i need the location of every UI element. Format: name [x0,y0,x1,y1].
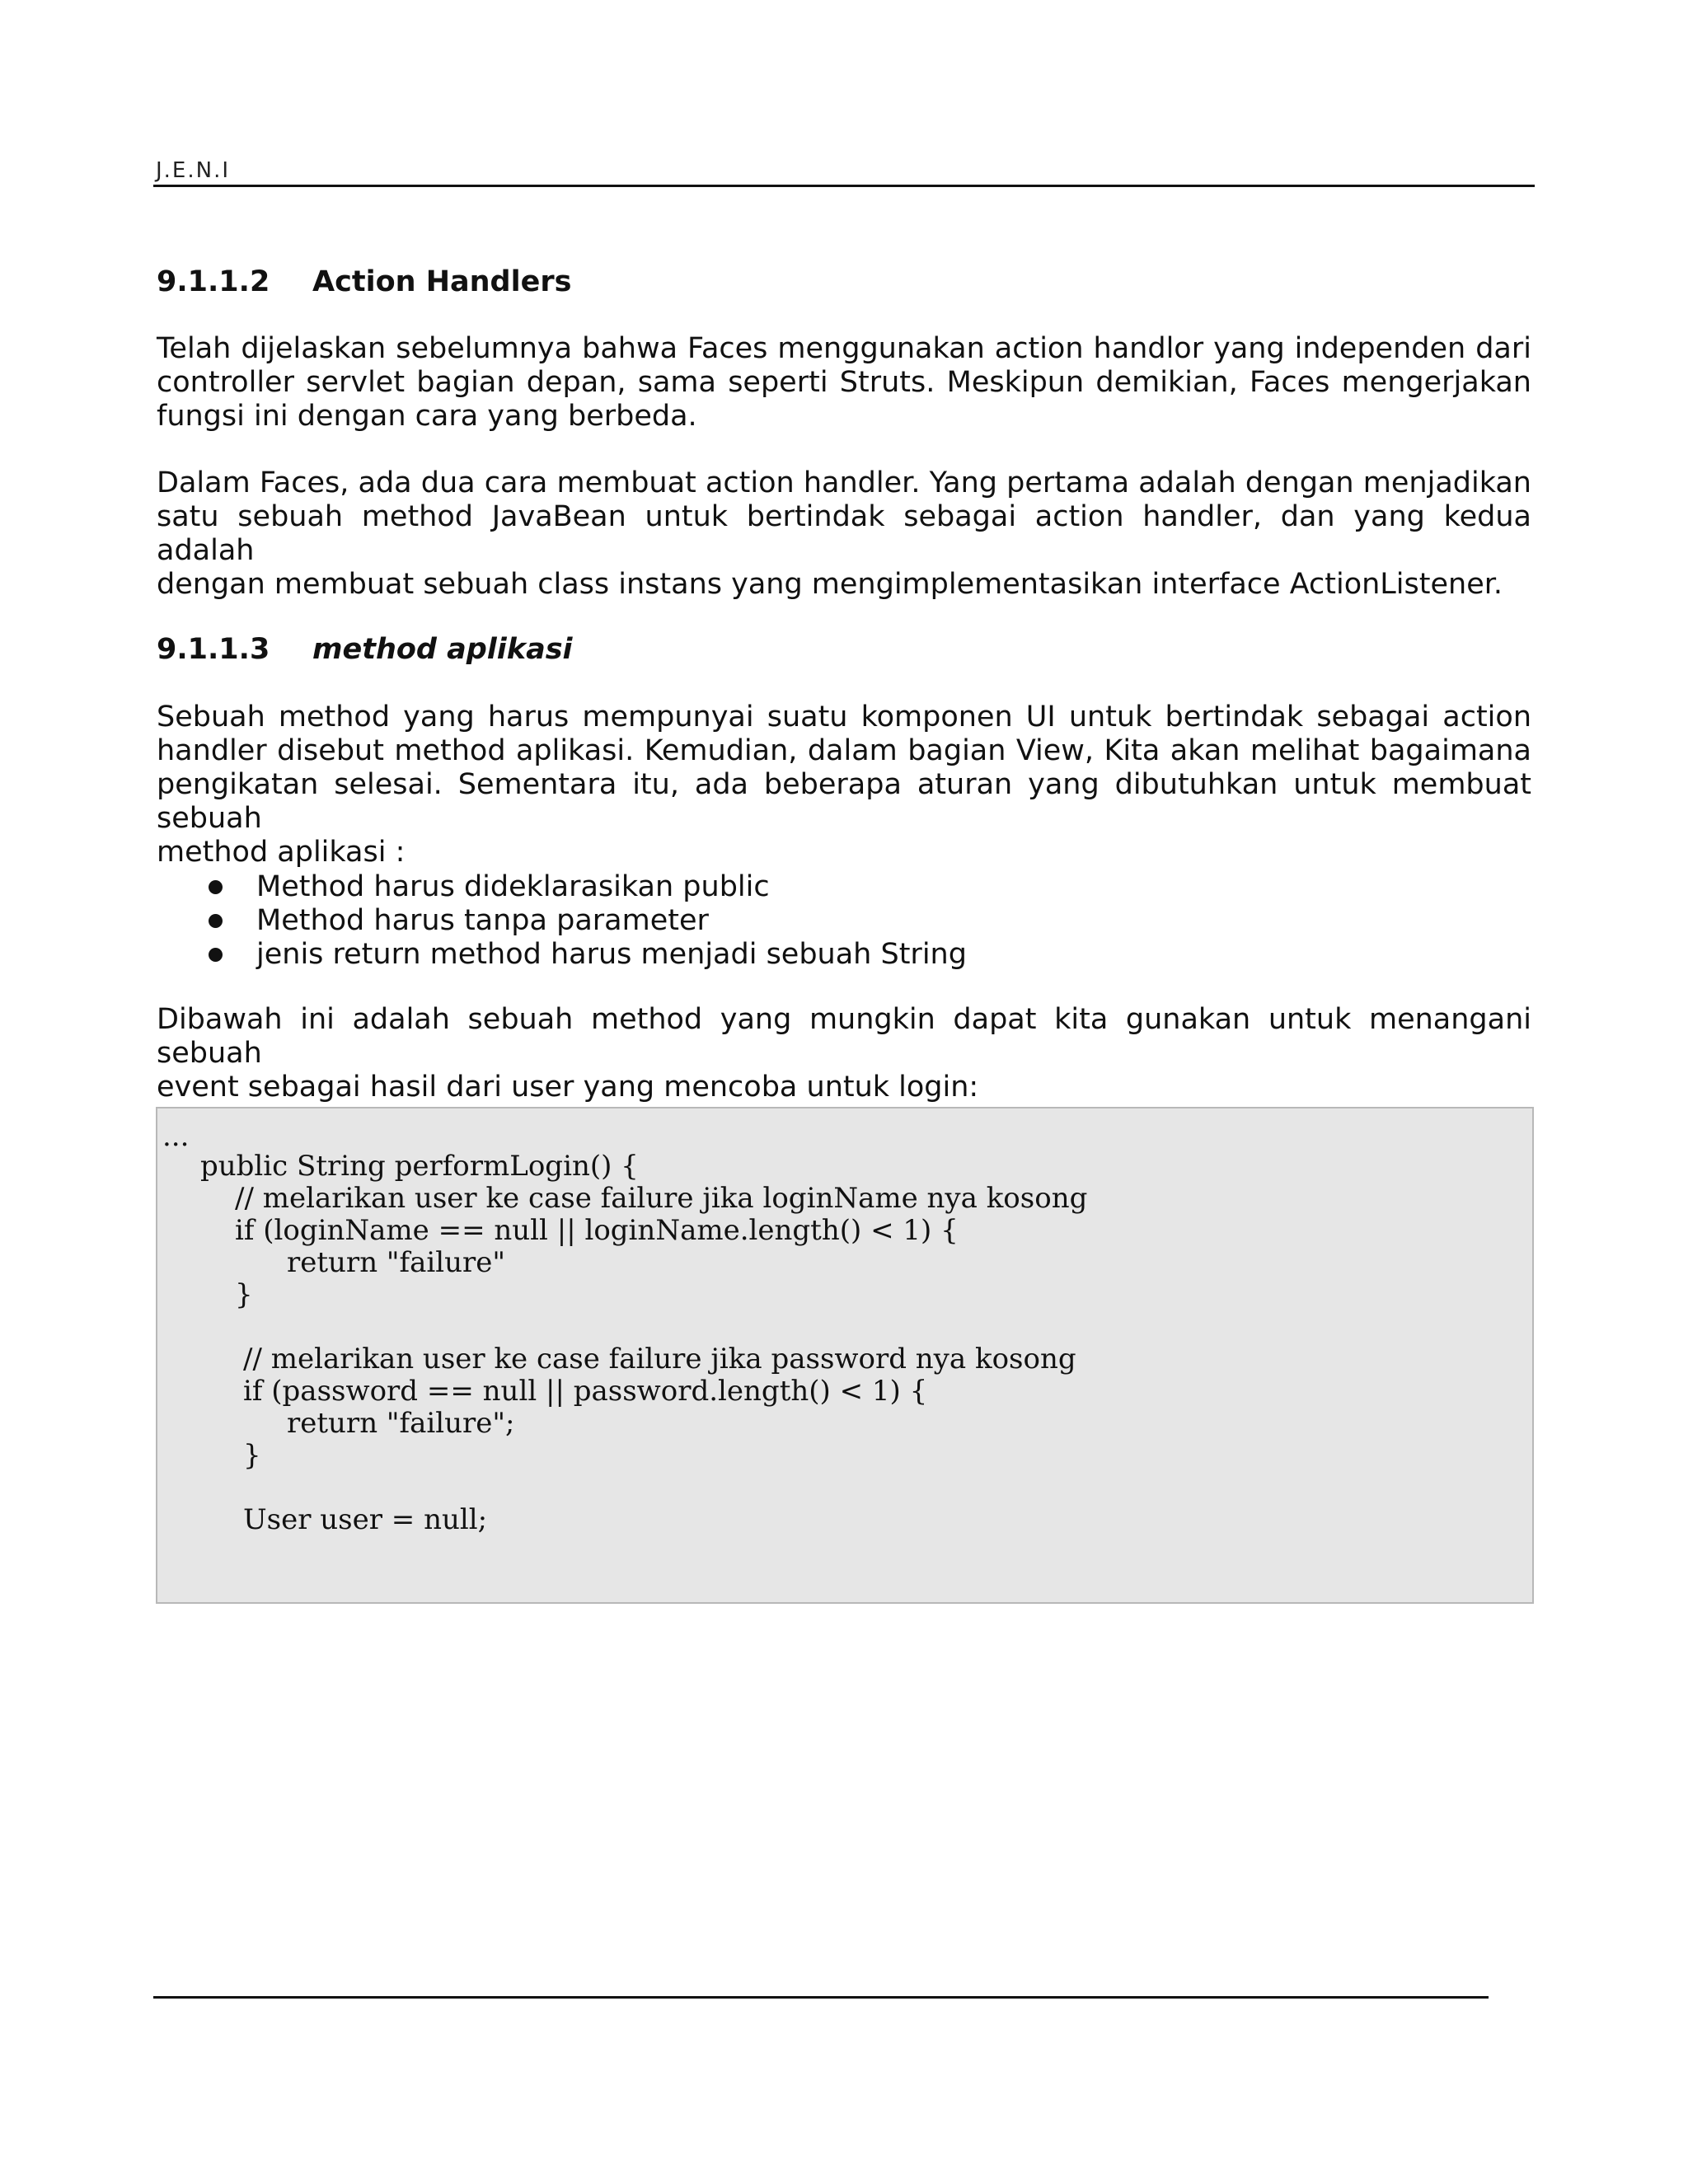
list-item [157,938,967,972]
rules-bullet-list [157,870,967,972]
paragraph-action-handlers-intro [157,332,1531,434]
paragraph-line: Sebuah method yang harus mempunyai suatu komponen UI untuk bertindak sebagai action [157,701,1531,733]
section-heading-action-handlers [157,265,571,298]
code-line: return "failure"; [287,1407,515,1440]
section-title: Action Handlers [312,265,572,298]
paragraph-line: Dibawah ini adalah sebuah method yang mungkin dapat kita gunakan untuk menangani sebuah [157,1003,1531,1070]
section-heading-method-aplikasi [157,633,573,666]
list-item-text: jenis return method harus menjadi sebuah String [256,938,967,971]
page-header-label: J.E.N.I [156,158,231,183]
paragraph-line: dengan membuat sebuah class instans yang mengimplementasikan interface ActionListener. [157,568,1503,601]
list-item-text: Method harus tanpa parameter [256,904,709,937]
paragraph-line: Telah dijelaskan sebelumnya bahwa Faces menggunakan action handlor yang independen dari [157,332,1531,365]
section-title: method aplikasi [312,633,573,666]
paragraph-line: method aplikasi : [157,836,406,869]
paragraph-line: pengikatan selesai. Sementara itu, ada beberapa aturan yang dibutuhkan untuk membuat sebuah [157,768,1531,835]
code-listing-box [156,1107,1534,1604]
paragraph-line: event sebagai hasil dari user yang mencoba untuk login: [157,1071,979,1104]
section-number: 9.1.1.2 [157,265,270,298]
code-line: User user = null; [243,1503,488,1536]
bullet-icon [209,914,223,928]
header-rule [153,185,1535,187]
paragraph-line: handler disebut method aplikasi. Kemudian, dalam bagian View, Kita akan melihat bagaimana [157,734,1531,767]
paragraph-action-handlers-ways [157,466,1531,602]
code-line: if (loginName == null || loginName.length() < 1) { [235,1214,959,1247]
code-line: public String performLogin() { [200,1150,639,1183]
paragraph-line: fungsi ini dengan cara yang berbeda. [157,400,697,433]
code-line: return "failure" [287,1246,506,1279]
paragraph-line: controller servlet bagian depan, sama seperti Struts. Meskipun demikian, Faces mengerjakan [157,366,1531,399]
code-line: } [235,1278,253,1311]
bullet-icon [209,948,223,962]
code-comment-line: // melarikan user ke case failure jika loginName nya kosong [235,1182,1088,1215]
code-comment-line: // melarikan user ke case failure jika password nya kosong [243,1343,1076,1376]
list-item [157,904,967,938]
list-item [157,870,967,904]
paragraph-method-example-intro [157,1003,1531,1104]
paragraph-line: Dalam Faces, ada dua cara membuat action handler. Yang pertama adalah dengan menjadikan [157,466,1531,499]
list-item-text: Method harus dideklarasikan public [256,870,770,903]
paragraph-method-aplikasi-intro [157,701,1531,869]
code-line: if (password == null || password.length() < 1) { [243,1375,928,1408]
section-number: 9.1.1.3 [157,633,270,666]
paragraph-line: satu sebuah method JavaBean untuk bertindak sebagai action handler, dan yang kedua adalah [157,500,1531,567]
footer-rule [153,1996,1489,1999]
code-line: } [243,1439,261,1472]
code-line: ... [162,1120,190,1153]
bullet-icon [209,880,223,894]
